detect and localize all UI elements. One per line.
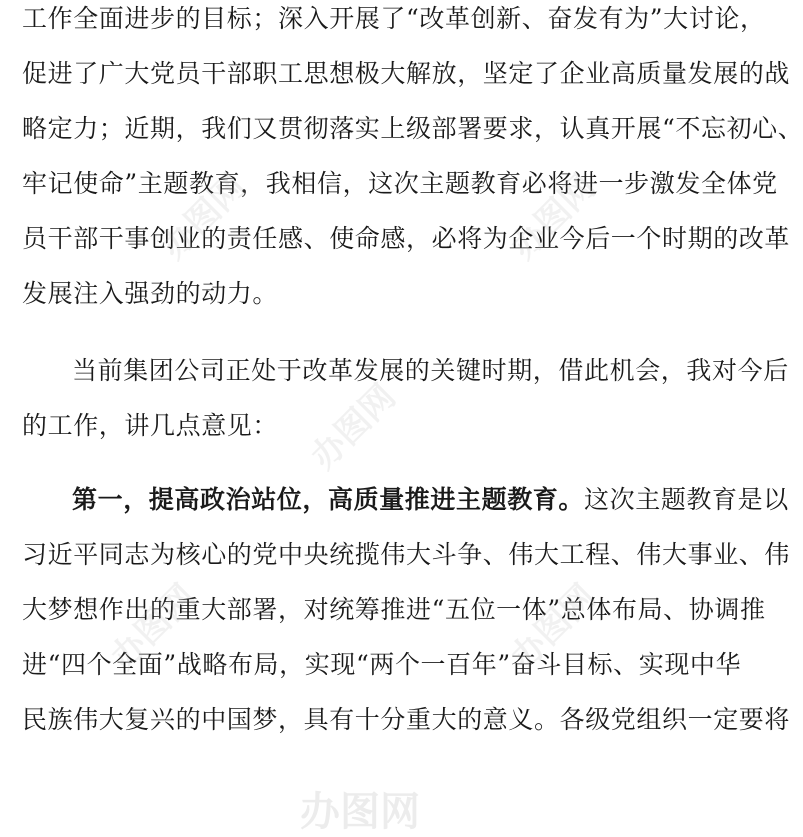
paragraph-line: 工作全面进步的目标；深入开展了“改革创新、奋发有为”大讨论，: [22, 4, 766, 33]
paragraph-line: 民族伟大复兴的中国梦，具有十分重大的意义。各级党组织一定要将: [22, 705, 791, 734]
watermark: 办图网: [103, 576, 204, 678]
paragraph-text: 这次主题教育是以: [584, 485, 789, 514]
watermark: 办图网: [153, 166, 254, 268]
paragraph-line: 习近平同志为核心的党中央统揽伟大斗争、伟大工程、伟大事业、伟: [22, 540, 791, 569]
paragraph-line: 的工作，讲几点意见：: [22, 411, 279, 440]
watermark: 办图网: [303, 376, 404, 478]
paragraph-line: 当前集团公司正处于改革发展的关键时期，借此机会，我对今后: [72, 356, 789, 385]
section-heading: 第一，提高政治站位，高质量推进主题教育。: [72, 485, 585, 514]
watermark: 办图网: [503, 166, 604, 268]
section-first-line: [72, 483, 789, 517]
paragraph-line: 大梦想作出的重大部署，对统筹推进“五位一体”总体布局、协调推: [22, 595, 766, 624]
paragraph-line: 进“四个全面”战略布局，实现“两个一百年”奋斗目标、实现中华: [22, 650, 742, 679]
paragraph-line: 牢记使命”主题教育，我相信，这次主题教育必将进一步激发全体党: [22, 169, 778, 198]
bottom-watermark: [0, 772, 800, 835]
paragraph-line: 促进了广大党员干部职工思想极大解放，坚定了企业高质量发展的战: [22, 59, 791, 88]
paragraph-line: 略定力；近期，我们又贯彻落实上级部署要求，认真开展“不忘初心、: [22, 114, 803, 143]
paragraph-line: 发展注入强劲的动力。: [22, 279, 279, 308]
paragraph-line: 员干部干事创业的责任感、使命感，必将为企业今后一个时期的改革: [22, 224, 791, 253]
watermark: 办图网: [503, 576, 604, 678]
bottom-watermark-text: 办图网: [300, 789, 420, 835]
